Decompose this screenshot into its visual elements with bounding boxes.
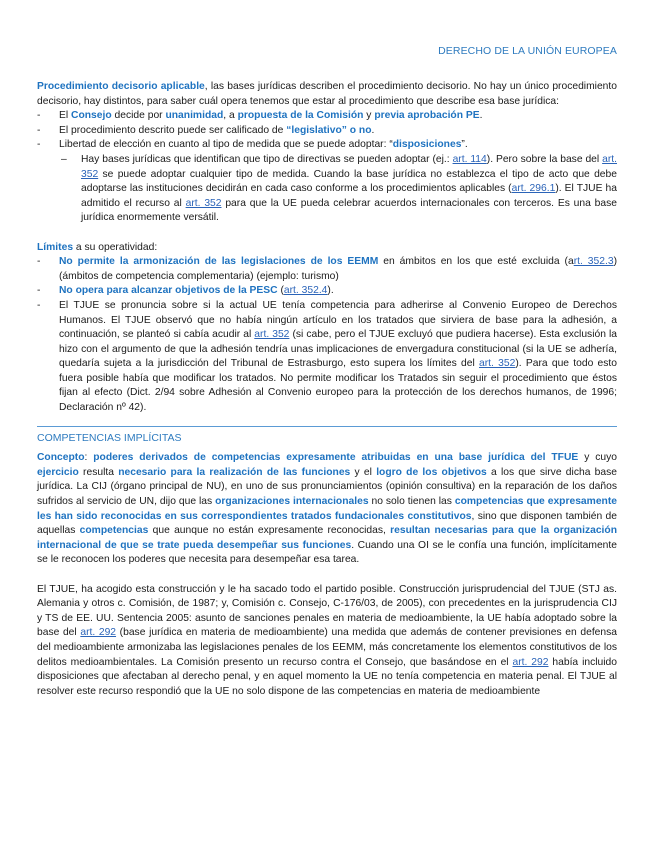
link-art-352-3[interactable]: rt. 352.3 <box>573 256 614 268</box>
paragraph-concepto: Concepto: poderes derivados de competencias expresamente atribuidas en una base jurídica del TFUE y cuyo ejercicio resulta necesario para la realización de las funciones y el logro de los objetivos a los que sirve dicha base jurídica. La CIJ (órgano principal de NU), en uno de sus pronunciamientos (opinión consultiva) en la reparación de los daños sufridos al servicio de UN, dijo que las organizaciones internacionales no solo tienen las competencias que expresamente les han sido reconocidas en sus correspondientes tratados fundacionales constitutivos, sino que disponen también de aquellas competencias que aunque no están expresamente reconocidas, resultan necesarias para que la organización internacional de que se trate pueda desempeñar sus funciones. Cuando una OI se le confía una función, implícitamente se le reconocen los poderes que necesita para desempeñar esa tarea. <box>37 452 617 566</box>
paragraph-tjue: El TJUE, ha acogido esta construcción y le ha sacado todo el partido posible. Construcción jurisprudencial del TJUE (STJ as. Alemania y otros c. Comisión, de 1987; y, Comisión c. Consejo, C-176/03, de 2005), con precedentes en la jurisprudencia CIJ y TS de EE. UU. Sentencia 2005: asunto de sanciones penales en materia de medioambiente, la UE había adoptado sobre la base del art. 292 (base jurídica en materia de medioambiente) una medida que además de contener previsiones en defensa del medioambiente armonizaba las legislaciones penales de los EEMM, más concretamente los elementos constitutivos de los delitos medioambientales. La Comisión presento un recurso contra el Consejo, que basándose en el art. 292 había incluido disposiciones que afectaban al derecho penal, y en aquel momento la UE no tenía competencia en materia penal. El TJUE al resolver este recurso respondió que la UE no solo dispone de las competencias en materia de medioambiente <box>37 583 618 697</box>
list-item: - El TJUE se pronuncia sobre si la actual UE tenía competencia para adherirse al Convenio Europeo de Derechos Humanos. El TJUE observó que no había ningún artículo en los tratados que sirviera de base para la adhesión, a continuación, se planteó si cabía acudir al art. 352 (si cabe, pero el TJUE excluyó que pudiera hacerse). Esta exclusión la hizo con el argumento de que la adhesión tendría unas implicaciones de envergadura constitucional (si la UE se adhería, quedaría sujeta a la jurisdicción del Tribunal de Estrasburgo, esto supera los límites del art. 352). Para que todo esto fuera posible había que modificar los tratados. No permite modificar los Tratados sin seguir el procedimiento que éstos fijan al efecto (Dict. 2/94 sobre Adhesión al Convenio europeo para la protección de los derechos humanos, de 1996; Declaración nº 42). <box>37 299 617 416</box>
paragraph-procedimiento: Procedimiento decisorio aplicable, las bases jurídicas describen el procedimiento decisorio. No hay un único procedimiento decisorio, hay distintos, para saber cuál opera tenemos que estar al procedimiento que describe esa base jurídica: <box>37 81 617 107</box>
list-item: - No permite la armonización de las legislaciones de los EEMM en ámbitos en los que esté excluida (art. 352.3) (ámbitos de competencia complementaria) (ejemplo: turismo) <box>37 255 617 284</box>
running-header: DERECHO DE LA UNIÓN EUROPEA <box>438 45 617 57</box>
list-limites <box>37 255 617 416</box>
link-art-114[interactable]: art. 114 <box>452 153 487 165</box>
link-art-352[interactable]: art. 352 <box>479 358 516 370</box>
term-procedimiento: Procedimiento decisorio aplicable <box>37 81 205 92</box>
section-heading: COMPETENCIAS IMPLÍCITAS <box>37 426 617 452</box>
list-item: - El Consejo decide por unanimidad, a propuesta de la Comisión y previa aprobación PE. <box>37 109 617 124</box>
document-body <box>37 80 617 699</box>
link-art-352-4[interactable]: art. 352.4 <box>283 285 328 297</box>
list-item: - El procedimiento descrito puede ser calificado de “legislativo” o no. <box>37 124 617 139</box>
paragraph-limites: Límites a su operatividad: <box>37 241 158 253</box>
link-art-352[interactable]: art. 352 <box>185 197 222 209</box>
link-art-352[interactable]: art. 352 <box>254 329 290 341</box>
link-art-292[interactable]: art. 292 <box>80 627 117 639</box>
sublist <box>59 153 617 226</box>
link-art-352[interactable]: art. 352 <box>81 153 617 180</box>
list-procedimiento <box>37 109 617 226</box>
sublist-item: – Hay bases jurídicas que identifican que tipo de directivas se pueden adoptar (ej.: art. 114). Pero sobre la base del art. 352 se puede adoptar cualquier tipo de medida. Cuando la base jurídica no establezca el tipo de acto que debe adoptarse las instituciones decidirán en cada caso conforme a los procedimientos aplicables (art. 296.1). El TJUE ha admitido el recurso al art. 352 para que la UE pueda celebrar acuerdos internacionales con terceros. Es una base jurídica enormemente versátil. <box>37 153 617 226</box>
list-item: - Libertad de elección en cuanto al tipo de medida que se puede adoptar: “disposiciones”. – Hay bases jurídicas que identifican que tipo de directivas se pueden adoptar (ej.: art. 114). Pero sobre la base del art. 352 se puede adoptar cualquier tipo de medida. Cuando la base jurídica no establezca el tipo de acto que debe adoptarse las instituciones decidirán en cada caso conforme a los procedimientos aplicables (art. 296.1). El TJUE ha admitido el recurso al art. 352 para que la UE pueda celebrar acuerdos internacionales con terceros. Es una base jurídica enormemente versátil. <box>37 138 617 226</box>
list-item: - No opera para alcanzar objetivos de la PESC (art. 352.4). <box>37 284 617 299</box>
link-art-296-1[interactable]: art. 296.1 <box>511 183 556 195</box>
link-art-292[interactable]: art. 292 <box>512 656 549 668</box>
term-limites: Límites <box>37 241 74 253</box>
